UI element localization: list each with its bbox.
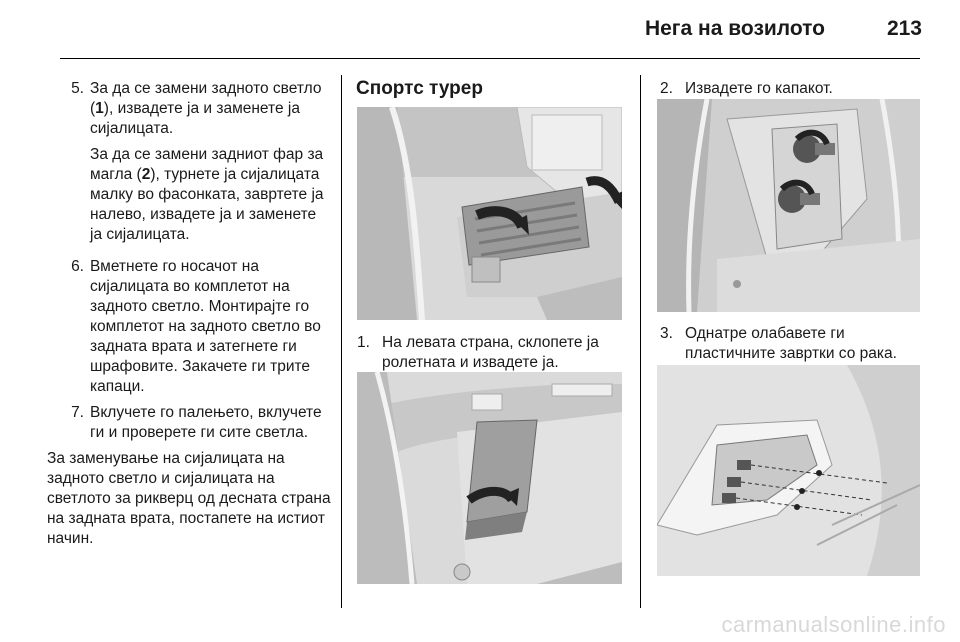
illustration-roller-blind (357, 107, 622, 320)
step-number: 3. (660, 325, 673, 342)
step-number: 7. (71, 404, 84, 421)
column-1 (47, 79, 332, 549)
page-number: 213 (886, 17, 922, 40)
page-header-title: Нега на возилото (644, 17, 825, 40)
step-number: 5. (71, 80, 84, 97)
closing-paragraph: За заменување на сијалицата на задното светло и сијалицата на светлото за рикверц од десната страна на задната врата, постапете на истиот начин. (47, 450, 331, 547)
step-5-paragraph-2: За да се замени задниот фар за магла (2), турнете ја сијалицата малку во фасонката, завртете ја налево, извадете ја и заменете ја сијалицата. (90, 146, 324, 243)
step-3 (660, 324, 922, 364)
step-number: 2. (660, 80, 673, 97)
section-heading: Спортс турер (356, 78, 483, 99)
step-7-text: Вклучете го палењето, вклучете ги и проверете ги сите светла. (90, 404, 322, 441)
step-2-text: Извадете го капакот. (685, 80, 833, 97)
step-number: 6. (71, 258, 84, 275)
step-7 (47, 403, 332, 443)
step-3-text: Однатре олабавете ги пластичните завртки со рака. (685, 325, 897, 362)
illustration-lamp-screws (657, 365, 920, 576)
column-2 (356, 79, 626, 106)
column-divider-left (341, 75, 342, 608)
illustration-remove-cover (657, 99, 920, 312)
step-6-text: Вметнете го носачот на сијалицата во комплетот на задното светло. Монтирајте го комплетот на задното светло во задната врата и затегнете ги шрафовите. Закачете ги трите капаци. (90, 258, 321, 395)
illustration-cargo-side-panel (357, 372, 622, 584)
watermark: carmanualsonline.info (721, 612, 946, 637)
step-number: 1. (357, 334, 370, 351)
step-5-paragraph-1: За да се замени задното светло (1), извадете ја и заменете ја сијалицата. (90, 80, 322, 137)
column-divider-right (640, 75, 641, 608)
step-1-text: На левата страна, склопете ја ролетната и извадете ја. (382, 334, 599, 371)
step-6 (47, 257, 332, 397)
step-5 (47, 79, 332, 251)
header-rule (60, 58, 920, 59)
step-2 (660, 79, 922, 99)
step-1 (357, 333, 622, 373)
